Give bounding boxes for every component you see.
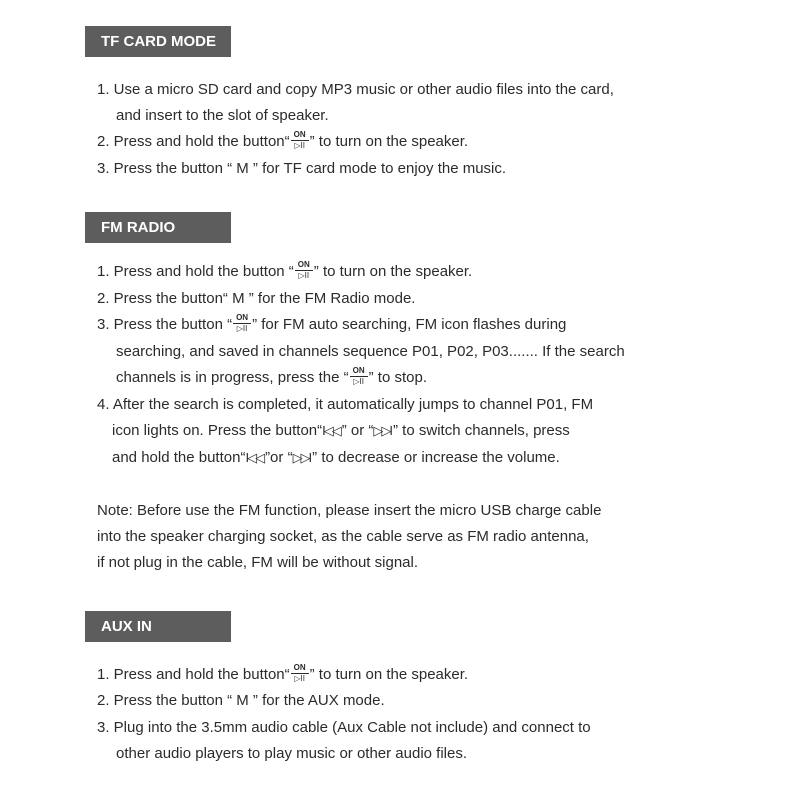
- tf-step-2-text-a: 2. Press and hold the button“: [97, 133, 290, 150]
- on-playpause-icon: [350, 367, 368, 386]
- playpause-icon: ▷II: [236, 323, 248, 333]
- fm-step-3-text-b: ” for FM auto searching, FM icon flashes during: [252, 316, 567, 333]
- fm-step-4-text-b: icon lights on. Press the button“: [112, 422, 323, 439]
- on-label: ON: [350, 367, 368, 377]
- fm-step-4-line-2: [112, 421, 570, 441]
- fm-step-4-text-f: ”or “: [265, 449, 293, 466]
- skip-next-icon: ▷▷I: [292, 450, 311, 465]
- on-playpause-icon: [291, 664, 309, 683]
- skip-previous-icon: I◁◁: [322, 423, 340, 438]
- aux-step-3-line-2: other audio players to play music or other audio files.: [116, 745, 468, 762]
- fm-step-4-text-g: ” to decrease or increase the volume.: [312, 449, 560, 466]
- fm-step-1: [97, 259, 473, 282]
- section-header-fm-radio: FM RADIO: [85, 212, 231, 243]
- tf-step-1-line-2: and insert to the slot of speaker.: [116, 107, 329, 124]
- tf-step-1-line-1: 1. Use a micro SD card and copy MP3 music or other audio files into the card,: [97, 81, 614, 98]
- fm-note-line-2: into the speaker charging socket, as the cable serve as FM radio antenna,: [97, 528, 589, 545]
- section-header-aux-in: AUX IN: [85, 611, 231, 642]
- aux-step-1-text-a: 1. Press and hold the button“: [97, 666, 290, 683]
- fm-step-3-text-d: channels is in progress, press the “: [116, 369, 349, 386]
- playpause-icon: ▷II: [298, 270, 310, 280]
- on-label: ON: [291, 664, 309, 674]
- fm-step-1-text-b: ” to turn on the speaker.: [313, 263, 473, 280]
- playpause-icon: ▷II: [294, 673, 305, 683]
- tf-step-2: [97, 129, 469, 152]
- fm-step-4-text-e: and hold the button“: [112, 449, 246, 466]
- fm-step-4-text-d: ” to switch channels, press: [393, 422, 570, 439]
- fm-note-line-3: if not plug in the cable, FM will be without signal.: [97, 554, 418, 571]
- fm-step-4-line-3: [112, 448, 560, 468]
- fm-note-line-1: Note: Before use the FM function, please insert the micro USB charge cable: [97, 502, 602, 519]
- tf-step-2-text-b: ” to turn on the speaker.: [309, 133, 469, 150]
- playpause-icon: ▷II: [294, 140, 305, 150]
- section-header-tf-card: TF CARD MODE: [85, 26, 231, 57]
- skip-next-icon: ▷▷I: [373, 423, 392, 438]
- on-playpause-icon: [291, 131, 309, 150]
- fm-step-3-line-1: [97, 312, 567, 335]
- fm-step-3-text-e: ” to stop.: [368, 369, 427, 386]
- on-playpause-icon: [295, 261, 313, 280]
- fm-step-3-text-a: 3. Press the button “: [97, 316, 233, 333]
- aux-step-3-line-1: 3. Plug into the 3.5mm audio cable (Aux Cable not include) and connect to: [97, 719, 591, 736]
- on-label: ON: [295, 261, 313, 271]
- on-playpause-icon: [233, 314, 251, 333]
- fm-step-1-text-a: 1. Press and hold the button “: [97, 263, 294, 280]
- aux-step-2: 2. Press the button “ M ” for the AUX mode.: [97, 692, 385, 709]
- fm-step-3-line-2: searching, and saved in channels sequence P01, P02, P03....... If the search: [116, 343, 625, 360]
- on-label: ON: [233, 314, 251, 324]
- aux-step-1: [97, 662, 469, 685]
- skip-previous-icon: I◁◁: [245, 450, 264, 465]
- playpause-icon: ▷II: [353, 376, 364, 386]
- fm-step-2: 2. Press the button“ M ” for the FM Radio mode.: [97, 290, 416, 307]
- fm-step-4-line-1: 4. After the search is completed, it automatically jumps to channel P01, FM: [97, 396, 594, 413]
- aux-step-1-text-b: ” to turn on the speaker.: [309, 666, 469, 683]
- on-label: ON: [291, 131, 309, 141]
- fm-step-4-text-c: ” or “: [341, 422, 374, 439]
- fm-step-3-line-3: [116, 365, 427, 388]
- tf-step-3: 3. Press the button “ M ” for TF card mode to enjoy the music.: [97, 160, 507, 177]
